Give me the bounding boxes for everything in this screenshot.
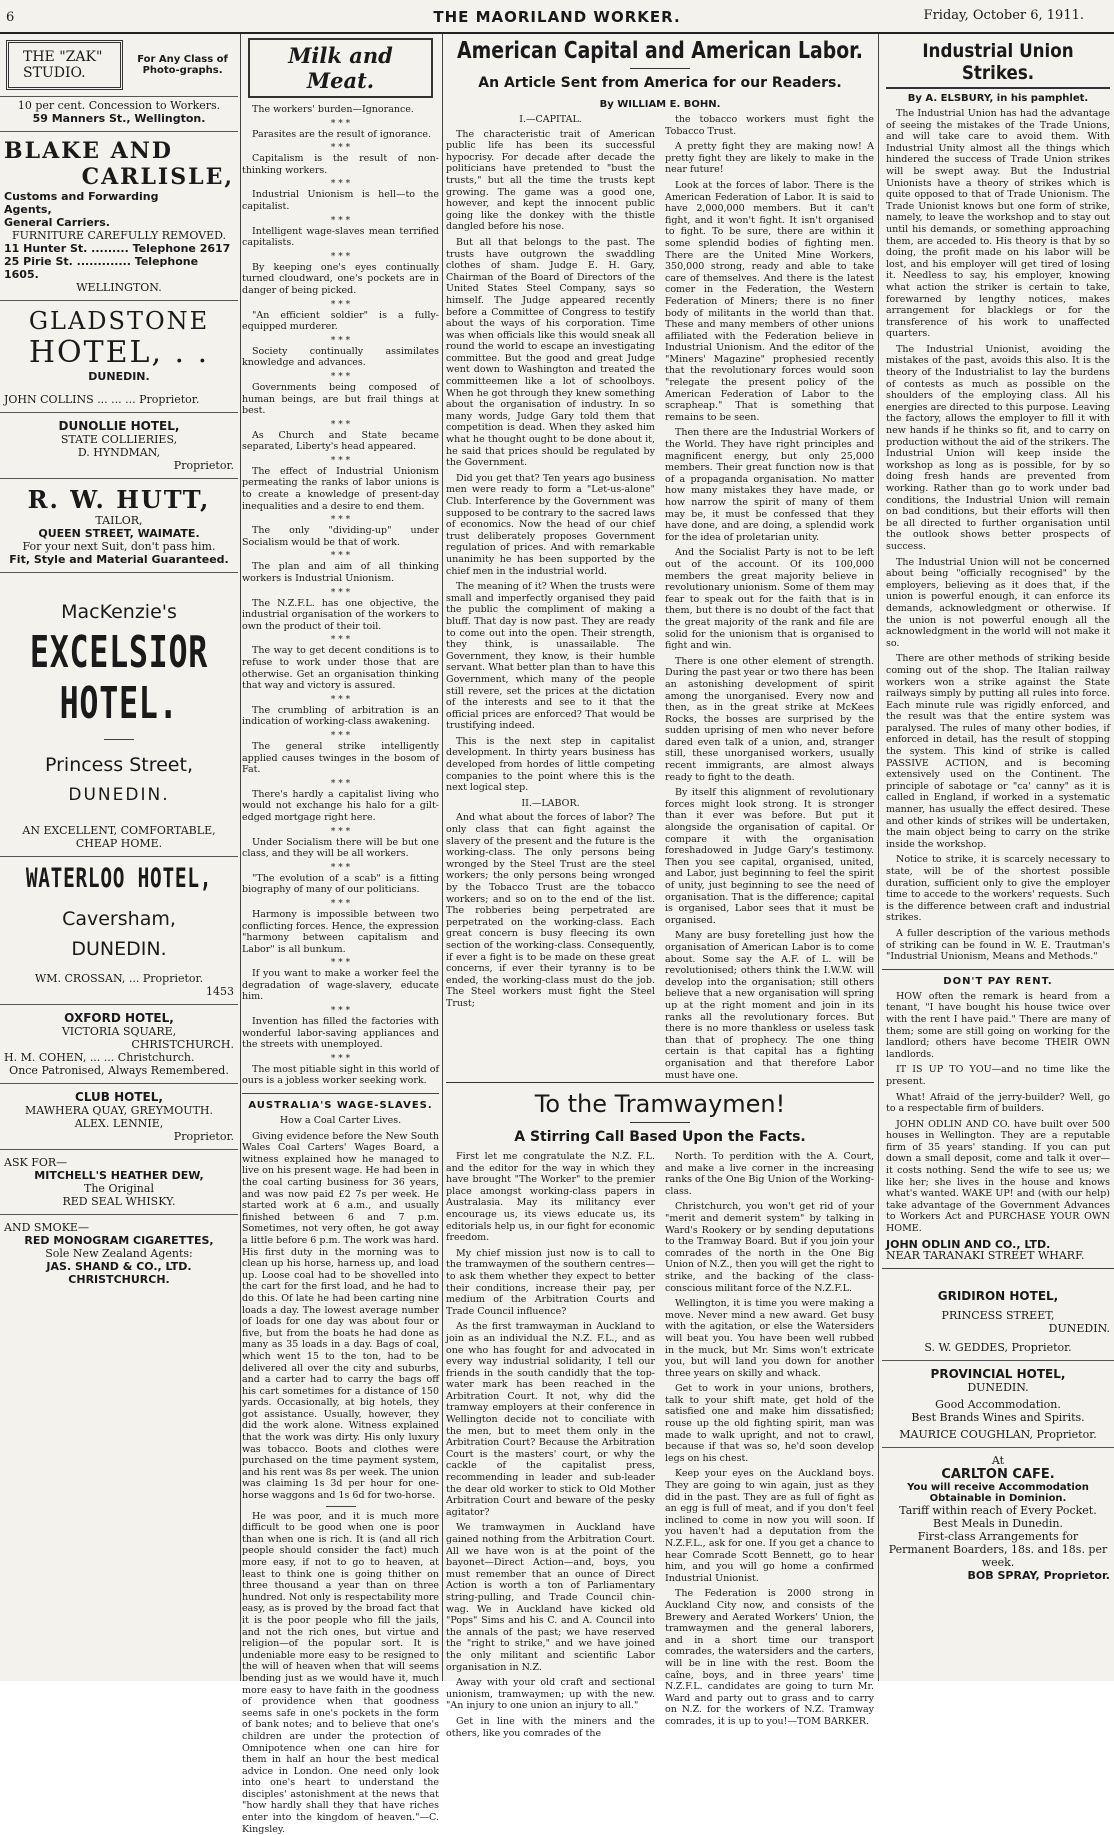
paragraph: Wellington, it is time you were making a move. Never mind a new award. Get busy with the agitation, or else the Watersiders will beat you. You have been well rubbed in the muck, but Mr. Sims won't extricate you, but will land you down for another three years on skilly and whack.: [665, 1298, 874, 1379]
oxford-hotel-ad: [0, 1005, 238, 1084]
ad-line: You will receive Accommodation Obtainable in Dominion.: [907, 1481, 1089, 1504]
ad-line: FURNITURE CAREFULLY REMOVED.: [11, 229, 227, 242]
ad-line: WM. CROSSAN, ... Proprietor.: [34, 972, 204, 985]
ad-line: H. M. COHEN, ... ... Christchurch.: [4, 1051, 195, 1064]
ad-line: PRINCESS STREET,: [941, 1308, 1055, 1322]
gridiron-hotel-ad: [882, 1275, 1114, 1361]
paragraph: We tramwaymen in Auckland have gained nothing from the Arbitration Court. All we have won is at the point of the bayonet—Direct Action—and, boys, you must remember that an ounce of Direct Action is worth a ton of Parliamentary string-pulling, and Trade Council chin-wag. We in Auckland have kicked old "Pops" Sims and his C. and A. Council into the annals of the past; we have reserved the "right to strike," and we have joined the only militant and scientific Labor organisation in N.Z.: [446, 1522, 655, 1673]
maxim-item: The general strike intelligently applied causes twinges in the bosom of Fat.: [242, 740, 439, 776]
aus-article: [242, 1131, 439, 1835]
milk-and-meat-column: [242, 34, 439, 1835]
maxim-item: The plan and aim of all thinking workers is Industrial Unionism.: [242, 561, 439, 585]
ad-line: 11 Hunter St. ......... Telephone 2617: [4, 242, 231, 255]
rent-ad-title: DON'T PAY RENT.: [943, 975, 1053, 987]
ad-line: For your next Suit, don't pass him.: [22, 540, 216, 553]
star-separator: * * *: [330, 730, 351, 741]
ad-line: Sole New Zealand Agents:: [45, 1247, 193, 1260]
paragraph: But all that belongs to the past. The trusts have outgrown the swaddling clothes of sham. Judge E. H. Gary, Chairman of the Board of Directors of the United States Steel Company, says so himself. The Judge appeared recently before a Committee of Congress to testify about the ways of his corporation. Time was when officials like this would sneak all round the world to escape an investigating committee. But the good and great Judge went down to Washington and treated the committeemen like a lot of schoolboys. When he got through they knew something about the organisation of industry. In so many words, Judge Gary told them that competition is dead. When they asked him what he thought ought to be done about it, he said that prices should be regulated by the Government.: [446, 236, 655, 469]
paragraph: There is one other element of strength. During the past year or two there has been an astonishing development of spirit among the unorganised. Every now and then, as in the great strike at McKees Rocks, the bosses are surprised by the sudden uprising of men who never before dared even talk of a union, and, stranger still, these unorganised workers, usually recent immigrants, are almost always ready to fight to the death.: [665, 655, 874, 783]
ad-line: CHRISTCHURCH.: [68, 1273, 170, 1286]
ad-line: Best Brands Wines and Spirits.: [911, 1410, 1085, 1424]
article-title: To the Tramwaymen!: [534, 1090, 786, 1118]
paragraph: This is the next step in capitalist development. In thirty years business has developed from hordes of little competing companies to the point where this is the next logical step.: [446, 735, 655, 794]
maxim-item: As Church and State became separated, Liberty's head appeared.: [242, 429, 439, 453]
paragraph: Keep your eyes on the Auckland boys. They are going to win again, just as they did in the past. They are as full of fight as an egg is full of meat, and if you don't feel inclined to come in now you will soon. If you haven't had a deputation from the N.Z.F.L., ask for one. If you get a chance to hear Comrade Scott Bennett, go to hear him, and you will go home a confirmed Industrial Unionist.: [665, 1468, 874, 1584]
article-columns: [446, 114, 874, 1085]
provincial-hotel-ad: [882, 1361, 1114, 1448]
ad-title: R. W. HUTT,: [27, 485, 211, 514]
maxim-item: If you want to make a worker feel the degradation of wage-slavery, educate him.: [242, 968, 439, 1003]
star-separator: * * *: [330, 694, 351, 705]
maxim-item: The way to get decent conditions is to refuse to work under those that are otherwise. Get an organisation thinking that way and victory is assured.: [242, 645, 439, 692]
ad-line: MAWHERA QUAY, GREYMOUTH.: [24, 1104, 214, 1117]
milk-meat-title-box: [248, 38, 433, 98]
ad-line: AND SMOKE—: [4, 1221, 89, 1234]
ad-title: CLUB HOTEL,: [75, 1090, 163, 1104]
hutt-tailor-ad: [0, 479, 238, 573]
gladstone-hotel-ad: [0, 301, 238, 413]
paragraph: The Industrial Unionist, avoiding the mistakes of the past, avoids this also. It is the theory of the Industrialist to lay the burdens of contests as much as possible on the shoulders of the employing class. All his energies are directed to this purpose. Leaving the factory, allows the employer to fill it with new hands if he thinks so fit, and to carry on production without the aid of the strikers. The Industrial Union will keep inside the workshop as long as is possible, for by so doing fresh hands are prevented from working. Rather than go to work under bad conditions, the Industrial Union will remain on bad conditions, but their efforts will then be all directed to further organisation until the outlook shows better prospects of success.: [886, 343, 1110, 552]
ad-line: DUNEDIN.: [71, 938, 167, 960]
ad-line: Good Accommodation.: [935, 1397, 1061, 1411]
paragraph: He was poor, and it is much more difficult to be good when one is poor than when one is rich. It is (and all rich people should consider the fact) much more easy, if not to go to heaven, at least to think one is going thither on three thousand a year than on three hundred. Not only is respectability more easy, as is proved by the broad fact that it is the poor people who fill the jails, and not the rich ones, but virtue and religion—of the popular sort. It is undeniable more easy to be resigned to the will of heaven when that will seems bending just as we would have it, much more easy to have faith in the goodness of providence when that goodness seems safe in one's pockets in the form of bank notes; and to believe that one's children are under the protection of Omnipotence when one can hire for them in half an hour the best medical advice in London. One need only look into one's heart to understand the disciples' astonishment at the news that "how hardly shall they that have riches enter into the kingdom of heaven."—C. Kingsley.: [242, 1510, 439, 1835]
star-separator: * * *: [330, 335, 351, 346]
paragraph: Away with your old craft and sectional unionism, tramwaymen; up with the new. "An injury to one union an injury to all.": [446, 1677, 655, 1712]
paragraph: The Federation is 2000 strong in Auckland City now, and consists of the Brewery and Aerated Workers' Union, the tramwaymen and the general laborers, and in a short time our transport comrades, the watersiders and the carters, will be in line with the rest. Boom the caîne, boys, and in three years' time N.Z.F.L. candidates are going to turn Mr. Ward and party out to grass and to carry on N.Z. for the workers of N.Z. Tramway comrades, it is up to you!—TOM BARKER.: [665, 1588, 874, 1727]
star-separator: * * *: [330, 551, 351, 562]
advert-column-left: [0, 34, 238, 1681]
milk-meat-title: Milk and Meat.: [288, 43, 393, 93]
article-columns: [446, 1151, 874, 1743]
masthead-title: THE MAORILAND WORKER.: [433, 8, 681, 26]
column-rule: [442, 34, 443, 1681]
maxim-item: Invention has filled the factories with wonderful labor-saving appliances and the streets with unemployed.: [242, 1016, 439, 1051]
ad-line: The Original: [84, 1182, 154, 1195]
paragraph: What! Afraid of the jerry-builder? Well, go to a respectable firm of builders.: [886, 1091, 1110, 1115]
ad-line: Princess Street,: [44, 754, 193, 776]
paragraph: the tobacco workers must fight the Tobacco Trust.: [665, 114, 874, 137]
divider: [882, 1268, 1114, 1269]
maxim-item: The only "dividing-up" under Socialism would be that of work.: [242, 525, 439, 548]
ad-line: DUNEDIN.: [88, 370, 150, 383]
star-separator: * * *: [330, 1006, 351, 1017]
maxim-item: Under Socialism there will be but one class, and they will be all workers.: [242, 836, 439, 860]
ad-line: MAURICE COUGHLAN, Proprietor.: [899, 1427, 1097, 1441]
ad-title: HOTEL, . .: [28, 335, 210, 370]
paragraph: A pretty fight they are making now! A pretty fight they are likely to make in the near future!: [665, 141, 874, 176]
ad-line: RED SEAL WHISKY.: [62, 1195, 176, 1208]
star-separator: * * *: [330, 419, 351, 430]
ad-title: WATERLOO HOTEL,: [25, 863, 213, 894]
article-col-a: [446, 114, 655, 1085]
aus-title: AUSTRALIA'S WAGE-SLAVES.: [248, 1100, 433, 1112]
dunollie-hotel-ad: [0, 413, 238, 479]
ad-line: General Carriers.: [4, 216, 110, 229]
maxim-item: The N.Z.F.L. has one objective, the industrial organisation of the workers to own the product of their toil.: [242, 597, 439, 632]
article-col-b: [665, 1151, 874, 1743]
star-separator: * * *: [330, 143, 351, 154]
paragraph: Notice to strike, it is scarcely necessary to state, will be of the shortest possible duration, sufficient only to give the employer time to accede to the workers' requests. Such is the difference between craft and industrial strikes.: [886, 854, 1110, 924]
milk-meat-list: [242, 104, 439, 1087]
divider: [630, 68, 690, 69]
maxim-item: Governments being composed of human beings, are but frail things at best.: [242, 381, 439, 417]
aus-subtitle: How a Coal Carter Lives.: [279, 1115, 402, 1127]
paragraph: The meaning of it? When the trusts were small and imperfectly organised they paid the public the compliment of making a bluff. That day is now past. They are ready to come out into the open. Their strength, they think, is unassailable. The Government, they know, is their humble servant. What better plan than to have this Government, which many of the people still revere, set the prices at the dictation of the interests and see to it that the official prices are enforced? That would be trustifying indeed.: [446, 581, 655, 732]
article-title: Industrial Union Strikes.: [922, 40, 1074, 84]
star-separator: * * *: [330, 826, 351, 837]
maxim-item: Intelligent wage-slaves mean terrified capitalists.: [242, 225, 439, 249]
zak-studio-details: [0, 97, 238, 132]
page-number: 6: [6, 10, 15, 25]
ad-title: CARLTON CAFE.: [941, 1466, 1055, 1482]
ad-title: MITCHELL'S HEATHER DEW,: [34, 1169, 204, 1182]
maxim-item: The crumbling of arbitration is an indication of working-class awakening.: [242, 704, 439, 728]
club-hotel-ad: [0, 1084, 238, 1150]
right-column: [882, 34, 1114, 1681]
maxim-item: "The evolution of a scab" is a fitting biography of many of our politicians.: [242, 872, 439, 896]
paragraph: HOW often the remark is heard from a tenant, "I have bought his house twice over with the rent I have paid." There are many of them; some are still going on working for the landlord; others have become THEIR OWN landlords.: [886, 990, 1110, 1060]
article-title: American Capital and American Labor.: [457, 38, 863, 64]
ad-line: Fit, Style and Material Guaranteed.: [9, 553, 229, 566]
paragraph: Did you get that? Ten years ago business men were ready to form a "Let-us-alone" Club. Interference by the Government was supposed to be contrary to the sacred laws of economics. Now the head of our chief trust deliberately proposes Government regulation of prices. And with remarkable unanimity he has been supported by the chief men in the industrial world.: [446, 472, 655, 577]
ad-line: 25 Pirie St. ............. Telephone 1605.: [4, 255, 199, 281]
maxim-item: Harmony is impossible between two conflicting forces. Hence, the expression "harmony between capitalism and Labor" is all bunkum.: [242, 908, 439, 955]
american-capital-article: [446, 34, 874, 1081]
paragraph: By itself this alignment of revolutionary forces might look strong. It is stronger than it ever was before. But put it alongside the organisation of capital. Or compare it with the organisation foreshadowed in Judge Gary's testimony. Then you see capital, organised, united, and Labor, just beginning to feel the spirit of unity, just beginning to see the need of organisation. That is the difference; capital is organised, Labor sees that it must be organised.: [665, 787, 874, 926]
maxim-item: The most pitiable sight in this world of ours is a jobless worker seeking work.: [242, 1063, 439, 1087]
star-separator: * * *: [330, 371, 351, 382]
ad-line: Proprietor.: [173, 459, 234, 472]
ad-title: PROVINCIAL HOTEL,: [930, 1366, 1066, 1381]
maxim-item: Parasites are the result of ignorance.: [252, 128, 432, 140]
ad-line: Tariff within reach of Every Pocket. Best Meals in Dunedin.: [899, 1503, 1097, 1530]
star-separator: * * *: [330, 215, 351, 226]
ad-line: AN EXCELLENT, COMFORTABLE, CHEAP HOME.: [22, 824, 216, 850]
star-separator: * * *: [330, 862, 351, 873]
ad-line: Caversham,: [62, 908, 176, 930]
zak-studio-ad: [0, 34, 238, 97]
ad-line: Once Patronised, Always Remembered.: [9, 1064, 229, 1077]
tramwaymen-article: [446, 1086, 874, 1739]
paragraph: Get in line with the miners and the others, like you comrades of the: [446, 1715, 655, 1739]
blake-carlisle-ad: [0, 132, 238, 301]
ad-line: BOB SPRAY, Proprietor.: [967, 1568, 1110, 1582]
page-header: [0, 0, 1114, 34]
ad-title: OXFORD HOTEL,: [64, 1011, 174, 1025]
star-separator: * * *: [330, 455, 351, 466]
excelsior-hotel-ad: [0, 573, 238, 857]
divider: [446, 1082, 874, 1083]
paragraph: IT IS UP TO YOU—and no time like the present.: [886, 1064, 1110, 1087]
column-rule: [240, 34, 241, 1681]
article-subtitle: An Article Sent from America for our Readers.: [478, 75, 842, 91]
ad-title: CARLISLE,: [81, 164, 234, 190]
column-rule: [878, 34, 879, 1681]
ad-line: TAILOR,: [95, 514, 143, 527]
article-byline: By WILLIAM E. BOHN.: [599, 99, 721, 110]
maxim-item: Society continually assimilates knowledge and advances.: [242, 345, 439, 369]
ad-title: RED MONOGRAM CIGARETTES,: [24, 1234, 214, 1247]
zak-studio-side: For Any Class of Photo-graphs.: [137, 54, 228, 76]
section-heading: I.—CAPITAL.: [519, 114, 582, 125]
paragraph: The Industrial Union has had the advantage of seeing the mistakes of the Trade Unions, and will take care to avoid them. With Industrial Unity almost all the things which hindered the success of Trade Union strikes will be swept away. But the Industrial Unionists have a theory of strikes which is quite opposed to that of Trade Unionism. The Trade Unionist knows but one form of strike, namely, to leave the workshop and to stay out until his demands, or something approaching them, are acceded to. His theory is that by so doing, the profit made on his labor will be lost, and his employer will get tired of losing it. Needless to say, his employer, knowing what action the striker is certain to take, forewarned by lengthy notices, makes arrangement for blacklegs or for the transference of his work to unaffected quarters.: [886, 108, 1110, 340]
zak-studio-name: THE "ZAK" STUDIO.: [6, 40, 123, 90]
ad-line: Customs and Forwarding: [4, 190, 159, 203]
ad-title: GLADSTONE: [28, 307, 210, 335]
ad-line: S. W. GEDDES, Proprietor.: [924, 1340, 1072, 1354]
ad-line: DUNEDIN.: [967, 1380, 1029, 1394]
ad-title: MacKenzie's: [61, 601, 177, 623]
ad-line: WELLINGTON.: [76, 281, 162, 294]
ad-line: JAS. SHAND & CO., LTD.: [46, 1260, 192, 1273]
divider: [326, 1506, 356, 1507]
ad-line: Agents,: [4, 203, 52, 216]
paragraph: And what about the forces of labor? The only class that can fight against the slavery of the present and the future is the working-class. The only persons being wronged by the Steel Trust are the steel workers; the only persons being wronged by the Tobacco Trust are the tobacco workers; and so on to the end of the list. The robberies being perpetrated are perpetrated on the working-class. Each great concern is busy fleecing its own section of the working-class. Consequently, if ever a fight is to be made on these great concerns, if ever their tyranny is to be ended, the working-class must do the job. The Steel workers must fight the Steel Trust;: [446, 812, 655, 1009]
section-heading: II.—LABOR.: [521, 797, 580, 809]
paragraph: Look at the forces of labor. There is the American Federation of Labor. It is said to have 2,000,000 members. But it can't fight, and it won't fight. It isn't organised to fight. To be sure, there are within it some splendid bodies of fighting men. There are the United Mine Workers, 350,000 strong, ready and able to take care of themselves. And there is the latest comer in the Federation, the Western Federation of Miners; there is no finer body of militants in the world than that. These and many members of other unions affiliated with the Federation believe in Industrial Unionism. And the editor of the "Miners' Magazine" prophesied recently that the revolutionary forces would soon "relegate the present policy of the American Federation of Labor to the scrapheap." That is something that remains to be seen.: [665, 179, 874, 423]
star-separator: * * *: [330, 958, 351, 969]
article-subtitle: A Stirring Call Based Upon the Facts.: [514, 1129, 806, 1145]
divider: [882, 969, 1114, 970]
firm-name: JOHN ODLIN AND CO., LTD.: [886, 1237, 1051, 1251]
ad-line: 1453: [206, 985, 234, 998]
strikes-article: [882, 108, 1114, 963]
star-separator: * * *: [330, 179, 351, 190]
article-col-a: [446, 1151, 655, 1743]
star-separator: * * *: [330, 587, 351, 598]
article-byline: By A. ELSBURY, in his pamphlet.: [907, 93, 1089, 104]
star-separator: * * *: [330, 299, 351, 310]
ad-line: JOHN COLLINS ... ... ... Proprietor.: [4, 393, 200, 406]
ad-line: First-class Arrangements for Permanent Boarders, 18s. and 18s. per week.: [888, 1529, 1108, 1569]
paragraph: JOHN ODLIN AND CO. have built over 500 houses in Wellington. They are a reputable firm of 35 years' standing. If you can put down a small deposit, come and talk it over—it costs nothing. Send the wife to see us; we like her; she lives in the house and knows what's wanted. WAKE UP! and (with our help) take advantage of the Government Advances to Workers Act and PURCHASE YOUR OWN HOME.: [886, 1118, 1110, 1235]
paragraph: Many are busy foretelling just how the organisation of American Labor is to come about. Some say the A.F. of L. will be revolutionised; others think the I.W.W. will develop into the organisation; still others believe that a new organisation will spring up at the right moment and join in its ranks all the revolutionary forces. But there is no more thankless or useless task than that of prophecy. The one thing certain is that capital has a fighting organisation and that therefore Labor must have one.: [665, 930, 874, 1081]
ad-line: STATE COLLIERIES,: [60, 433, 178, 446]
ad-line: At: [991, 1453, 1005, 1467]
paragraph: Then there are the Industrial Workers of the World. They have right principles and magnificent energy, but only 25,000 members. Their great function now is that of a propaganda organisation. No matter how many mistakes they have made, or how narrow the spirit of many of them may be, it must be confessed that they have done, and are doing, a splendid work for the idea of proletarian unity.: [665, 427, 874, 543]
odlin-ad: [882, 991, 1114, 1262]
paragraph: And the Socialist Party is not to be left out of the account. Of its 100,000 members the great majority believe in revolutionary unionism. Some of them may fear to speak out for the faith that is in them, but there is no doubt of the fact that the great majority of the rank and file are solid for the unionism that is organised to fight and win.: [665, 547, 874, 652]
issue-date: Friday, October 6, 1911.: [923, 8, 1084, 23]
paragraph: Christchurch, you won't get rid of your "merit and demerit system" by talking in Ward's Rookery or by sending deputations to the Tramway Board. But if you join your comrades of the north in the One Big Union of N.Z., then you will get the right to strike, and the backing of the class-conscious militant force of the N.Z.F.L.: [665, 1201, 874, 1294]
maxim-item: There's hardly a capitalist living who would not exchange his halo for a gilt-edged mortgage right here.: [242, 788, 439, 823]
ad-title: BLAKE AND: [4, 138, 173, 164]
ad-line: 10 per cent. Concession to Workers.: [17, 99, 221, 112]
ad-line: QUEEN STREET, WAIMATE.: [38, 527, 200, 540]
ad-line: VICTORIA SQUARE,: [61, 1025, 177, 1038]
paragraph: My chief mission just now is to call to the tramwaymen of the southern centres—to ask them whether they expect to better their conditions, increase their pay, per medium of the Arbitration Courts and Trade Council influence?: [446, 1247, 655, 1317]
paragraph: The characteristic trait of American public life has been its successful hypocrisy. For decade after decade the politicians have pretended to "bust the trusts," but all the time the trusts kept growing. The game was a good one, however, and kept the innocent public going like the donkey with the thistle dangled before his nose.: [446, 128, 655, 233]
ad-line: D. HYNDMAN,: [77, 446, 161, 459]
carlton-cafe-ad: [882, 1448, 1114, 1588]
ad-title: EXCELSIOR: [29, 627, 209, 678]
ad-line: DUNEDIN.: [1048, 1321, 1110, 1335]
paragraph: North. To perdition with the A. Court, and make a live corner in the increasing ranks of the One Big Union of the Working-class.: [665, 1151, 874, 1197]
star-separator: * * *: [330, 118, 351, 129]
cigarettes-ad: [0, 1215, 238, 1292]
ad-line: Proprietor.: [173, 1130, 234, 1143]
maxim-item: "An efficient soldier" is a fully-equipped murderer.: [242, 309, 439, 333]
star-separator: * * *: [330, 635, 351, 646]
star-separator: * * *: [330, 251, 351, 262]
divider: [242, 1093, 439, 1094]
divider: [886, 87, 1110, 89]
divider: [104, 739, 134, 740]
ad-title: DUNOLLIE HOTEL,: [58, 419, 180, 433]
paragraph: As the first tramwayman in Auckland to join as an individual the N.Z. F.L., and as one who has fought for and advocated in every way industrial solidarity, I tell our friends in the south candidly that the top-water mark has been reached in the Arbitration Court. It not, why did the tramway employers at their conference in Wellington decide not to conciliate with the men, but to meet them only in the Arbitration Court? Because the Arbitration Court is the masters' court, or why the cackle of the capitalist press, recommending in leader and sub-leader the dear old worker to stick to Old Mother Arbitration Court and beware of the pesky agitator?: [446, 1321, 655, 1518]
paragraph: Get to work in your unions, brothers, talk to your shift mate, get hold of the satisfied one and make him dissatisfied; rouse up the old fighting spirit, man was made to walk upright, and not to crawl, because if that was so, he'd soon develop legs on his chest.: [665, 1383, 874, 1464]
star-separator: * * *: [330, 515, 351, 526]
maxim-item: The workers' burden—Ignorance.: [252, 104, 414, 115]
paragraph: There are other methods of striking beside coming out of the shop. The Italian railway workers won a strike against the State railways simply by putting all rules into force. Each minute rule was rigidly enforced, and the result was that the entire system was paralysed. The rules of many other bodies, if enforced in detail, has the result of stopping the system. This kind of strike is called PASSIVE ACTION, and is becoming extensively used on the Continent. The principle of sabotage or "ca' canny" as it is called in England, if worked in a systematic manner, has usually the effect desired. These and other kinds of strikes will be undertaken, the main object being to carry on the strike inside the workshop.: [886, 653, 1110, 850]
star-separator: * * *: [330, 898, 351, 909]
ad-title: HOTEL.: [59, 678, 179, 729]
firm-address: NEAR TARANAKI STREET WHARF.: [886, 1249, 1085, 1263]
ad-title: GRIDIRON HOTEL,: [937, 1288, 1059, 1303]
star-separator: * * *: [330, 778, 351, 789]
maxim-item: Capitalism is the result of non-thinking workers.: [242, 153, 439, 176]
paragraph: Giving evidence before the New South Wales Coal Carters' Wages Board, a witness explained how he managed to live on his present wage. He had been in the coal carting business for 36 years, and was now paid £2 7s per week. He started work at 6 a.m., and usually finished between 6 and 7 p.m. Sometimes, not very often, he got away a little before 6 p.m. The work was hard. His first duty in the morning was to clean up his horse, harness up, and load up. Loose coal had to be shovelled into the cart for the first load, and he had to do this. Of late he had been carting nine loads a day. The lowest average number of loads for one day was about four or five, but from the boats he had done as many as 35 loads in a day. Bags of coal, which went 15 to the ton, had to be delivered all over the city and suburbs, and a carter had to carry the bags off his cart sometimes for a distance of 150 yards. Occasionally, at big hotels, they got assistance. Usually, however, they did the work alone. Witness explained that the work was dirty. His only luxury was tobacco. Boots and clothes were purchased on the time payment system, and his rent was 8s per week. The union was claiming 1s 3d per hour for one-horse waggons and 1s 6d for two-horse.: [242, 1130, 439, 1502]
divider: [630, 1122, 690, 1123]
paragraph: First let me congratulate the N.Z. F.L. and the editor for the way in which they have brought "The Worker" to the premier place amongst working-class papers in Australasia. May its militancy ever encourage us, its views educate us, its editorials help us, in our fight for economic freedom.: [446, 1151, 655, 1244]
heather-dew-ad: [0, 1150, 238, 1215]
ad-line: CHRISTCHURCH.: [131, 1038, 234, 1051]
ad-line: 59 Manners St., Wellington.: [32, 112, 206, 125]
ad-line: DUNEDIN.: [68, 785, 170, 805]
maxim-item: Industrial Unionism is hell—to the capitalist.: [242, 189, 439, 212]
article-col-b: [665, 114, 874, 1085]
ad-line: ALEX. LENNIE,: [74, 1117, 164, 1130]
ad-line: ASK FOR—: [4, 1156, 68, 1169]
maxim-item: The effect of Industrial Unionism permeating the ranks of labor unions is to create a knowledge of present-day inequalities and a desire to end them.: [242, 465, 439, 512]
paragraph: The Industrial Union will not be concerned about being "officially recognised" by the employers, believing as it does that, if the union is powerful enough, it can enforce its demands, acknowledgment or otherwise. If the union is not powerful enough all the acknowledgment in the world will not make it so.: [886, 556, 1110, 649]
paragraph: A fuller description of the various methods of striking can be found in W. E. Trautman's "Industrial Unionism, Means and Methods.": [886, 927, 1110, 963]
star-separator: * * *: [330, 1053, 351, 1064]
maxim-item: By keeping one's eyes continually turned cloudward, one's pockets are in danger of being picked.: [242, 261, 439, 296]
waterloo-hotel-ad: [0, 857, 238, 1005]
